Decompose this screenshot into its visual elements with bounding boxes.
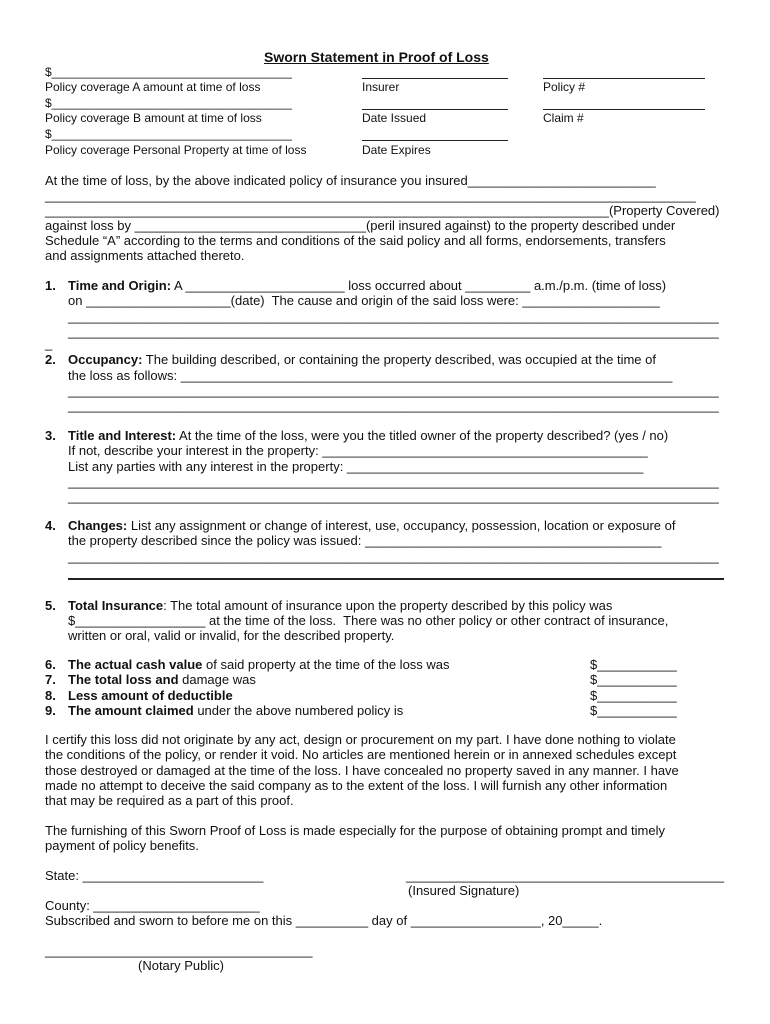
amount-row — [68, 657, 450, 672]
certify-line: the conditions of the policy, or render it void. No articles are mentioned herein or in annexed schedules except — [45, 747, 677, 762]
section-5-line: written or oral, valid or invalid, for the described property. — [68, 628, 395, 643]
section-number: 9. — [45, 703, 56, 718]
section-number: 6. — [45, 657, 56, 672]
section-number: 2. — [45, 352, 56, 367]
intro-line: and assignments attached thereto. — [45, 248, 245, 263]
insured-signature-line[interactable]: ____________________________________________ — [406, 868, 725, 883]
coverage-personal-amount-field[interactable]: $____________________________________ — [45, 127, 292, 141]
notary-signature-line[interactable]: _____________________________________ — [45, 943, 313, 958]
section-2-line: the loss as follows: ____________________________________________________________________ — [68, 368, 673, 383]
certify-line: that may be required as a part of this proof. — [45, 793, 294, 808]
date-expires-label: Date Expires — [362, 143, 431, 157]
section-1-text: A ______________________ loss occurred about _________ a.m./p.m. (time of loss) — [171, 278, 667, 293]
state-field[interactable]: State: _________________________ — [45, 868, 264, 883]
section-number: 8. — [45, 688, 56, 703]
coverage-b-label: Policy coverage B amount at time of loss — [45, 111, 262, 125]
section-5-text: : The total amount of insurance upon the property described by this policy was — [163, 598, 613, 613]
coverage-a-label: Policy coverage A amount at time of loss — [45, 80, 261, 94]
policy-number-field[interactable] — [543, 78, 705, 79]
section-4-line: the property described since the policy was issued: _________________________________________ — [68, 533, 662, 548]
divider — [68, 578, 724, 580]
section-1-line: on ____________________(date) The cause and origin of the said loss were: ___________________ — [68, 293, 660, 308]
section-1-line: __________________________________________________________________________________________ — [68, 309, 719, 324]
policy-number-label: Policy # — [543, 80, 586, 94]
section-1-line: _ — [45, 336, 53, 351]
deductible-field[interactable]: $___________ — [590, 688, 677, 703]
claim-number-label: Claim # — [543, 111, 584, 125]
section-number: 1. — [45, 278, 56, 293]
section-5-label: Total Insurance — [68, 598, 164, 613]
furnish-line: The furnishing of this Sworn Proof of Loss is made especially for the purpose of obtaining prompt and timely — [45, 823, 665, 838]
date-issued-field[interactable] — [362, 109, 508, 110]
amount-row — [68, 703, 403, 718]
amount-row — [68, 688, 233, 703]
section-1-label: Time and Origin: — [68, 278, 172, 293]
certify-line: made no attempt to deceive the said company as to the extent of the loss. I will furnish any other information — [45, 778, 668, 793]
intro-line: Schedule “A” according to the terms and conditions of the said policy and all forms, endorsements, transfers — [45, 233, 666, 248]
section-1-line — [68, 278, 666, 293]
intro-line: against loss by ________________________________(peril insured against) to the property described under — [45, 218, 676, 233]
section-3-line: List any parties with any interest in the property: _________________________________________ — [68, 459, 644, 474]
section-5-line — [68, 598, 612, 613]
section-3-label: Title and Interest: — [68, 428, 177, 443]
amount-label: The actual cash value — [68, 657, 203, 672]
notary-label: (Notary Public) — [138, 958, 224, 973]
certify-line: I certify this loss did not originate by any act, design or procurement on my part. I have done nothing to violate — [45, 732, 676, 747]
amount-text: damage was — [178, 672, 256, 687]
date-expires-field[interactable] — [362, 140, 508, 141]
section-4-text: List any assignment or change of interest, use, occupancy, possession, location or exposure of — [127, 518, 676, 533]
section-4-label: Changes: — [68, 518, 128, 533]
intro-line: ______________________________________________________________________________(Property Covered) — [45, 203, 720, 218]
subscribed-line[interactable]: Subscribed and sworn to before me on this __________ day of __________________, 20_____. — [45, 913, 603, 928]
amount-claimed-field[interactable]: $___________ — [590, 703, 677, 718]
section-2-line — [68, 352, 656, 367]
coverage-a-amount-field[interactable]: $____________________________________ — [45, 65, 292, 79]
intro-line: At the time of loss, by the above indicated policy of insurance you insured__________________________ — [45, 173, 656, 188]
actual-cash-value-field[interactable]: $___________ — [590, 657, 677, 672]
insured-signature-label: (Insured Signature) — [408, 883, 520, 898]
section-3-line: __________________________________________________________________________________________ — [68, 474, 719, 489]
section-3-line — [68, 428, 668, 443]
section-2-line: __________________________________________________________________________________________ — [68, 398, 719, 413]
section-5-line: $__________________ at the time of the loss. There was no other policy or other contract of insurance, — [68, 613, 669, 628]
section-1-line: __________________________________________________________________________________________ — [68, 324, 719, 339]
coverage-b-amount-field[interactable]: $____________________________________ — [45, 96, 292, 110]
section-number: 5. — [45, 598, 56, 613]
insurer-field[interactable] — [362, 78, 508, 79]
section-2-label: Occupancy: — [68, 352, 143, 367]
intro-line: __________________________________________________________________________________________ — [45, 188, 696, 203]
insurer-label: Insurer — [362, 80, 400, 94]
section-2-text: The building described, or containing the property described, was occupied at the time of — [142, 352, 656, 367]
amount-label: Less amount of deductible — [68, 688, 233, 703]
amount-text: under the above numbered policy is — [193, 703, 404, 718]
amount-row — [68, 672, 256, 687]
amount-text: of said property at the time of the loss was — [202, 657, 450, 672]
section-2-line: __________________________________________________________________________________________ — [68, 383, 719, 398]
coverage-personal-label: Policy coverage Personal Property at time of loss — [45, 143, 307, 157]
section-3-line: __________________________________________________________________________________________ — [68, 489, 719, 504]
section-3-text: At the time of the loss, were you the titled owner of the property described? (yes / no) — [176, 428, 669, 443]
section-4-line — [68, 518, 675, 533]
section-number: 7. — [45, 672, 56, 687]
certify-line: those destroyed or damaged at the time of the loss. I have concealed no property saved in any manner. I have — [45, 763, 679, 778]
furnish-line: payment of policy benefits. — [45, 838, 199, 853]
section-4-line: __________________________________________________________________________________________ — [68, 549, 719, 564]
section-3-line: If not, describe your interest in the property: _____________________________________________ — [68, 443, 648, 458]
total-loss-field[interactable]: $___________ — [590, 672, 677, 687]
date-issued-label: Date Issued — [362, 111, 427, 125]
county-field[interactable]: County: _______________________ — [45, 898, 260, 913]
amount-label: The total loss and — [68, 672, 179, 687]
claim-number-field[interactable] — [543, 109, 705, 110]
section-number: 3. — [45, 428, 56, 443]
section-number: 4. — [45, 518, 56, 533]
page-title: Sworn Statement in Proof of Loss — [264, 49, 489, 65]
amount-label: The amount claimed — [68, 703, 194, 718]
